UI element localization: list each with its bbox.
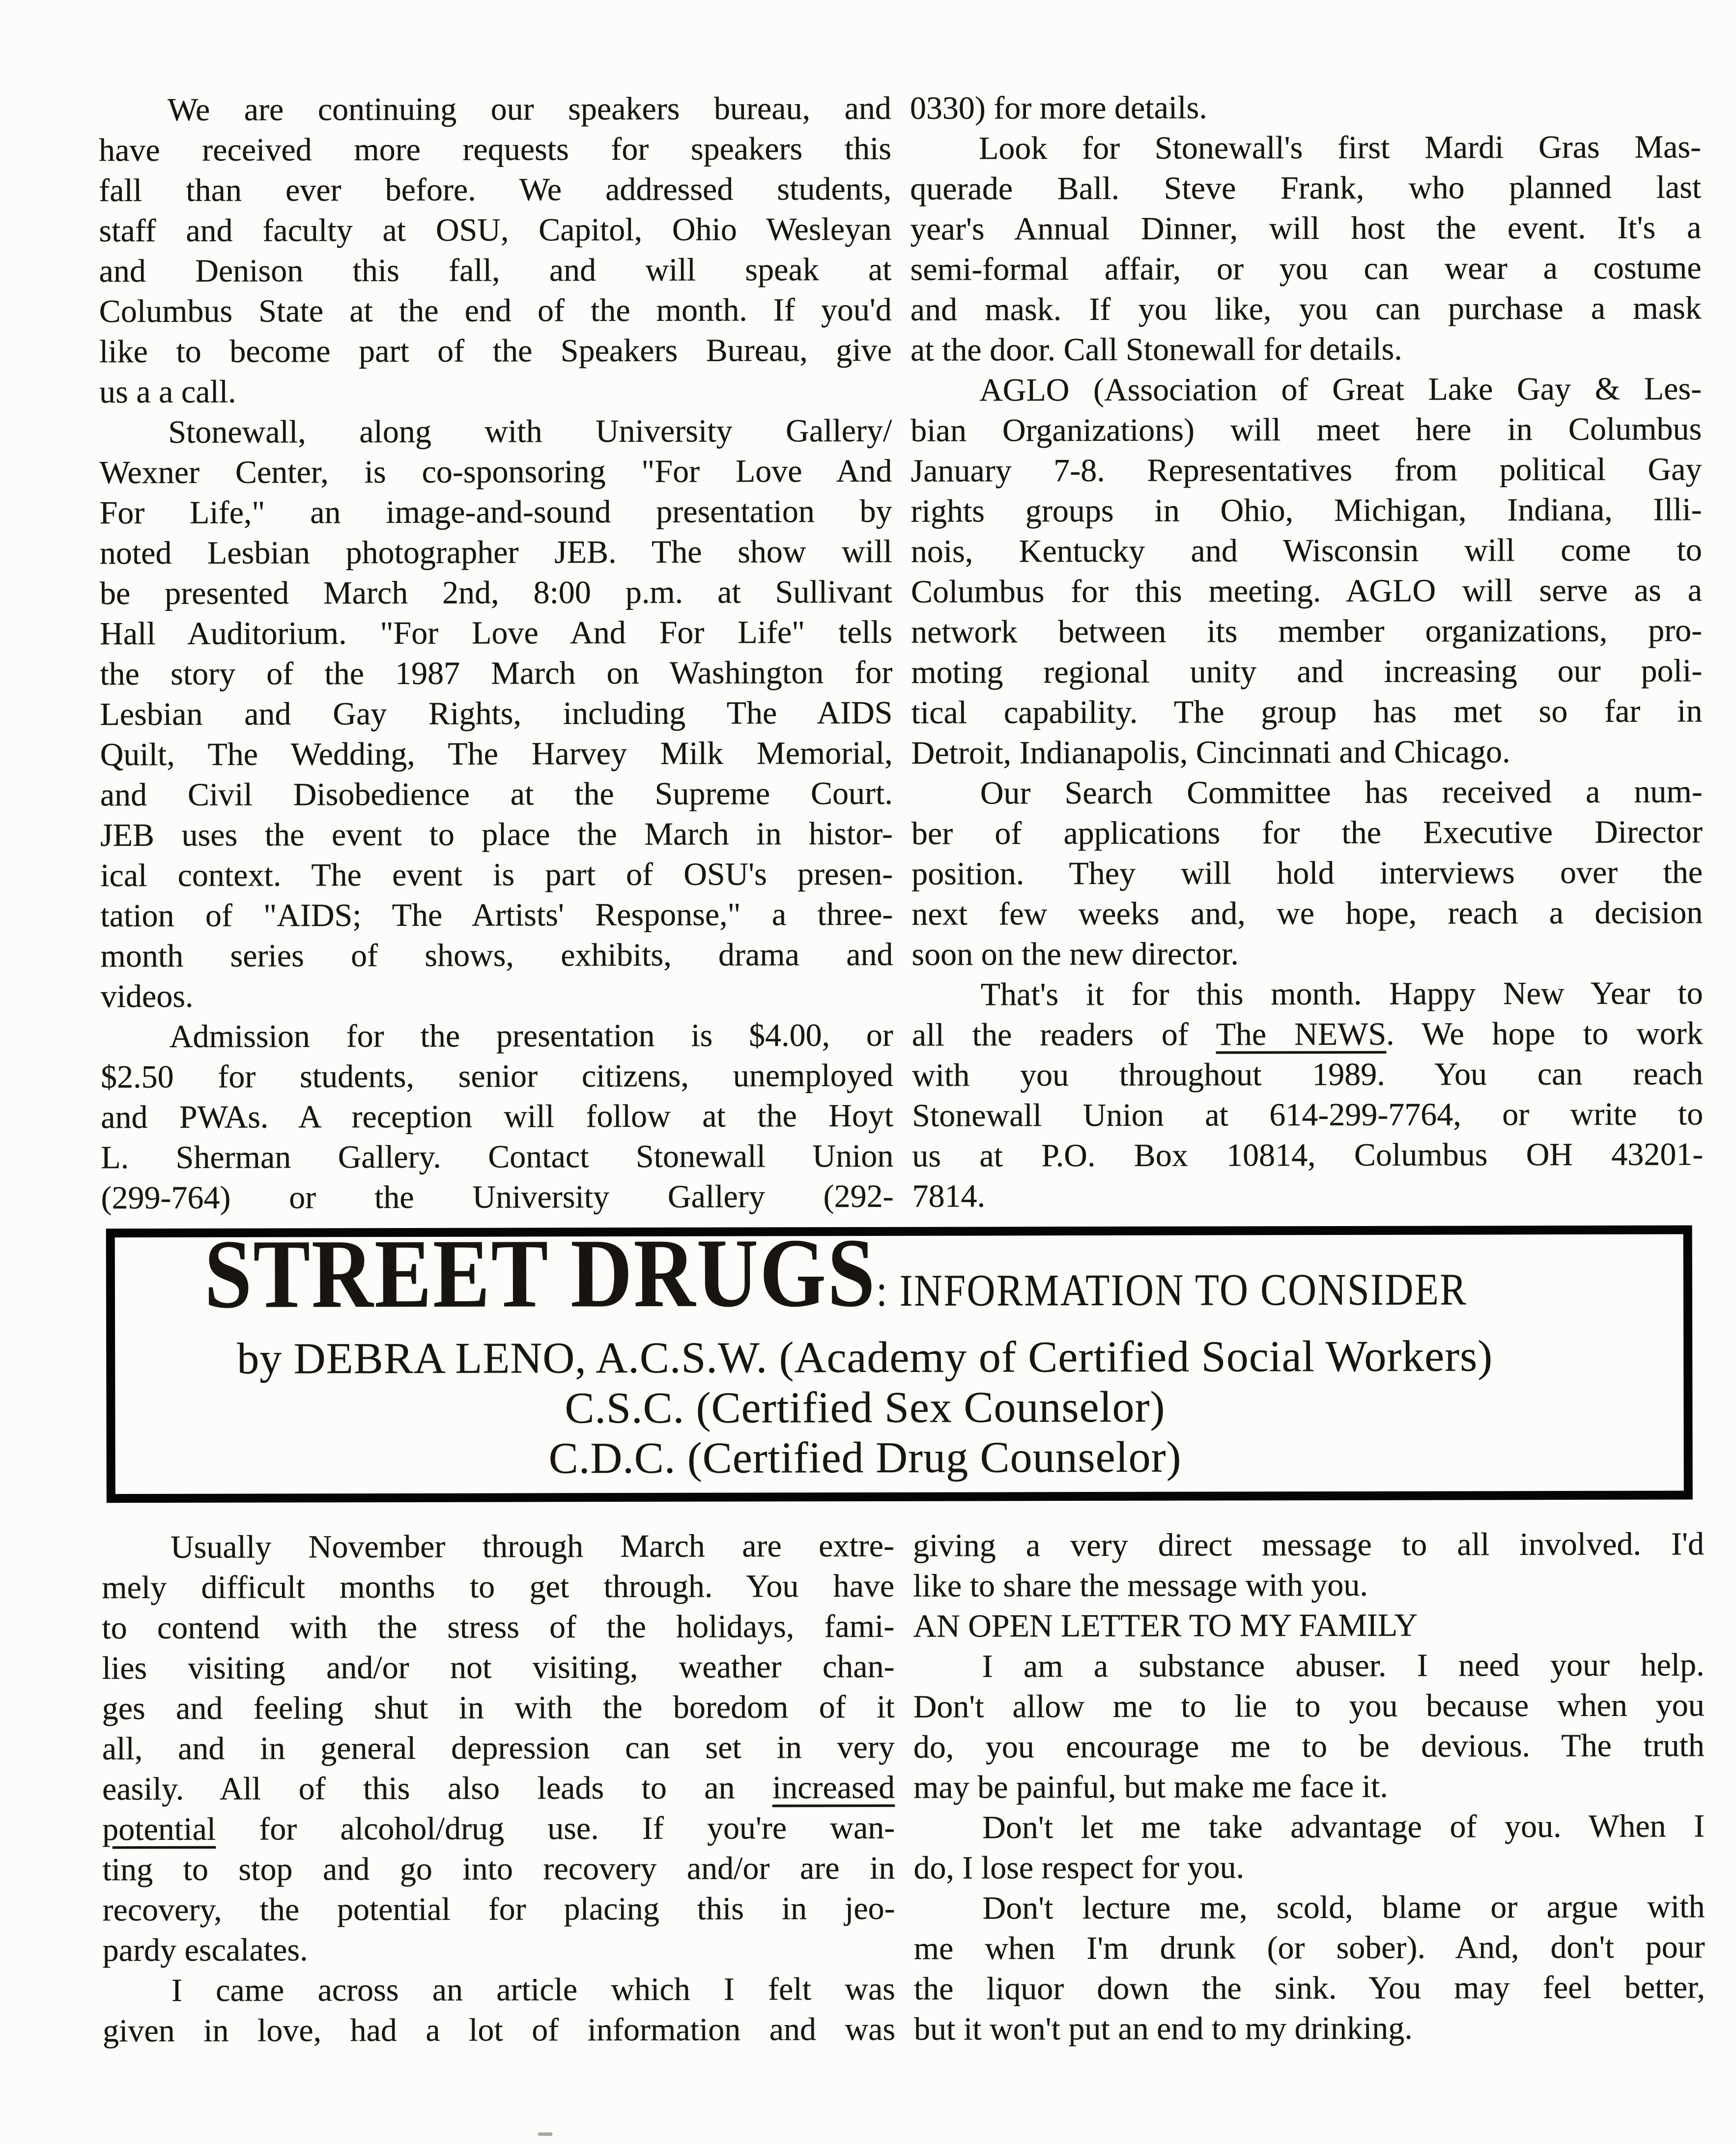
text-line: Our Search Committee has received a num- bbox=[980, 773, 1703, 811]
text-line: ber of applications for the Executive Director bbox=[911, 814, 1703, 852]
text-line: We are continuing our speakers bureau, and bbox=[167, 90, 891, 128]
text-line: Look for Stonewall's first Mardi Gras Mas- bbox=[978, 129, 1702, 167]
text-line: and Civil Disobedience at the Supreme Court. bbox=[100, 775, 893, 813]
text-line: like to become part of the Speakers Bureau, give bbox=[99, 332, 892, 370]
text-line: Quilt, The Wedding, The Harvey Milk Memorial, bbox=[100, 735, 893, 773]
text-line: Don't let me take advantage of you. When I bbox=[982, 1808, 1705, 1846]
text-line: and PWAs. A reception will follow at the Hoyt bbox=[101, 1097, 894, 1136]
text-line: me when I'm drunk (or sober). And, don't pour bbox=[913, 1929, 1705, 1967]
text-line: Stonewall, along with University Gallery/ bbox=[168, 412, 892, 450]
text-line: soon on the new director. bbox=[911, 936, 1239, 973]
text-line: nois, Kentucky and Wisconsin will come to bbox=[911, 532, 1702, 570]
text-line: Stonewall Union at 614-299-7764, or write to bbox=[912, 1096, 1704, 1134]
text-line: Detroit, Indianapolis, Cincinnati and Chicago. bbox=[911, 734, 1510, 771]
text-line: pardy escalates. bbox=[102, 1932, 308, 1969]
text-line: but it won't put an end to my drinking. bbox=[914, 2010, 1413, 2047]
text-line: the liquor down the sink. You may feel better, bbox=[913, 1969, 1705, 2007]
text-line: rights groups in Ohio, Michigan, Indiana, Illi- bbox=[911, 491, 1702, 529]
text-line: AN OPEN LETTER TO MY FAMILY bbox=[913, 1607, 1418, 1644]
text-line: potential for alcohol/drug use. If you're wan- bbox=[102, 1809, 895, 1848]
text-line: bian Organizations) will meet here in Columbus bbox=[911, 411, 1702, 449]
scanner-artifact-dash bbox=[538, 2132, 553, 2136]
text-line: given in love, had a lot of information and was bbox=[103, 2011, 896, 2049]
text-line: network between its member organizations, pro- bbox=[911, 612, 1703, 650]
article-byline bbox=[115, 1331, 1615, 1485]
text-line: lies visiting and/or not visiting, weather chan- bbox=[102, 1648, 895, 1687]
text-line: all, and in general depression can set in very bbox=[102, 1729, 895, 1767]
text-line: recovery, the potential for placing this in jeo- bbox=[102, 1890, 895, 1928]
text-line: videos. bbox=[100, 978, 194, 1015]
text-line: I am a substance abuser. I need your help. bbox=[982, 1647, 1705, 1685]
text-line: January 7-8. Representatives from political Gay bbox=[911, 451, 1702, 489]
byline-line: by DEBRA LENO, A.C.S.W. (Academy of Certified Social Workers) bbox=[237, 1332, 1493, 1383]
text-line: year's Annual Dinner, will host the event. It's a bbox=[910, 209, 1702, 247]
text-line: ges and feeling shut in with the boredom of it bbox=[102, 1688, 895, 1727]
text-line: Wexner Center, is co-sponsoring "For Love And bbox=[99, 453, 892, 491]
text-line: Usually November through March are extre- bbox=[170, 1527, 895, 1565]
text-line: position. They will hold interviews over the bbox=[911, 854, 1703, 892]
text-line: us a a call. bbox=[99, 373, 236, 410]
article-title-suffix: : INFORMATION TO CONSIDER bbox=[876, 1264, 1468, 1316]
text-line: to contend with the stress of the holidays, fami- bbox=[102, 1608, 895, 1646]
street-drugs-feature-box bbox=[106, 1218, 1693, 1503]
text-line: staff and faculty at OSU, Capitol, Ohio Wesleyan bbox=[99, 211, 892, 249]
text-line: do, I lose respect for you. bbox=[913, 1849, 1245, 1886]
text-line: and mask. If you like, you can purchase a mask bbox=[910, 290, 1702, 328]
text-line: all the readers of The NEWS. We hope to work bbox=[911, 1015, 1703, 1053]
text-line: semi-formal affair, or you can wear a costume bbox=[910, 250, 1702, 287]
text-line: be presented March 2nd, 8:00 p.m. at Sullivant bbox=[99, 573, 893, 612]
text-line: tical capability. The group has met so far in bbox=[911, 693, 1703, 731]
text-line: with you throughout 1989. You can reach bbox=[911, 1056, 1704, 1093]
byline-line: C.D.C. (Certified Drug Counselor) bbox=[548, 1432, 1182, 1483]
text-line: fall than ever before. We addressed students, bbox=[99, 171, 892, 209]
text-line: 7814. bbox=[912, 1178, 986, 1214]
text-line: may be painful, but make me face it. bbox=[913, 1768, 1388, 1805]
text-line: Hall Auditorium. "For Love And For Life" tells bbox=[100, 614, 893, 652]
text-line: noted Lesbian photographer JEB. The show will bbox=[99, 533, 892, 572]
text-line: Columbus State at the end of the month. If you'd bbox=[99, 291, 892, 330]
text-line: ting to stop and go into recovery and/or are in bbox=[102, 1850, 895, 1888]
text-line: giving a very direct message to all involved. I'd bbox=[912, 1526, 1705, 1564]
text-line: do, you encourage me to be devious. The truth bbox=[913, 1727, 1705, 1765]
text-line: AGLO (Association of Great Lake Gay & Les- bbox=[979, 371, 1702, 408]
text-line: the story of the 1987 March on Washington for bbox=[100, 654, 893, 692]
text-line: querade Ball. Steve Frank, who planned last bbox=[910, 169, 1702, 207]
text-line: Don't allow me to lie to you because when you bbox=[913, 1687, 1705, 1725]
text-line: Don't lecture me, scold, blame or argue with bbox=[982, 1888, 1705, 1926]
text-line: have received more requests for speakers this bbox=[98, 130, 892, 169]
text-line: tation of "AIDS; The Artists' Response," a three- bbox=[100, 896, 893, 934]
text-line: like to share the message with you. bbox=[913, 1567, 1368, 1604]
text-line: Admission for the presentation is $4.00, or bbox=[169, 1017, 893, 1055]
text-line: JEB uses the event to place the March in histor- bbox=[100, 815, 893, 854]
byline-line: C.S.C. (Certified Sex Counselor) bbox=[565, 1382, 1166, 1433]
text-line: moting regional unity and increasing our poli- bbox=[911, 653, 1703, 690]
news-column-left bbox=[99, 88, 894, 1218]
text-line: L. Sherman Gallery. Contact Stonewall Union bbox=[101, 1138, 894, 1176]
news-column-right bbox=[910, 86, 1704, 1216]
text-line: (299-764) or the University Gallery (292- bbox=[101, 1178, 894, 1216]
feature-column-right bbox=[913, 1524, 1705, 2049]
text-line: and Denison this fall, and will speak at bbox=[99, 251, 892, 289]
text-line: $2.50 for students, senior citizens, unemployed bbox=[100, 1057, 894, 1095]
text-line: 0330) for more details. bbox=[910, 89, 1207, 126]
text-line: That's it for this month. Happy New Year to bbox=[980, 975, 1703, 1013]
text-line: at the door. Call Stonewall for details. bbox=[910, 331, 1402, 368]
text-line: For Life," an image-and-sound presentation by bbox=[99, 493, 892, 531]
text-line: ical context. The event is part of OSU's presen- bbox=[100, 856, 893, 894]
text-line: I came across an article which I felt was bbox=[171, 1971, 895, 2008]
text-line: month series of shows, exhibits, drama and bbox=[100, 936, 893, 974]
text-line: us at P.O. Box 10814, Columbus OH 43201- bbox=[912, 1136, 1704, 1174]
article-title-main: STREET DRUGS bbox=[204, 1218, 877, 1329]
text-line: next few weeks and, we hope, reach a decision bbox=[911, 894, 1703, 932]
feature-column-left bbox=[102, 1526, 895, 2051]
text-line: Columbus for this meeting. AGLO will serve as a bbox=[911, 572, 1703, 610]
article-title bbox=[204, 1218, 1468, 1329]
text-line: Lesbian and Gay Rights, including The AIDS bbox=[100, 694, 893, 733]
text-line: mely difficult months to get through. You have bbox=[102, 1568, 895, 1606]
text-line: easily. All of this also leads to an increased bbox=[102, 1769, 895, 1807]
